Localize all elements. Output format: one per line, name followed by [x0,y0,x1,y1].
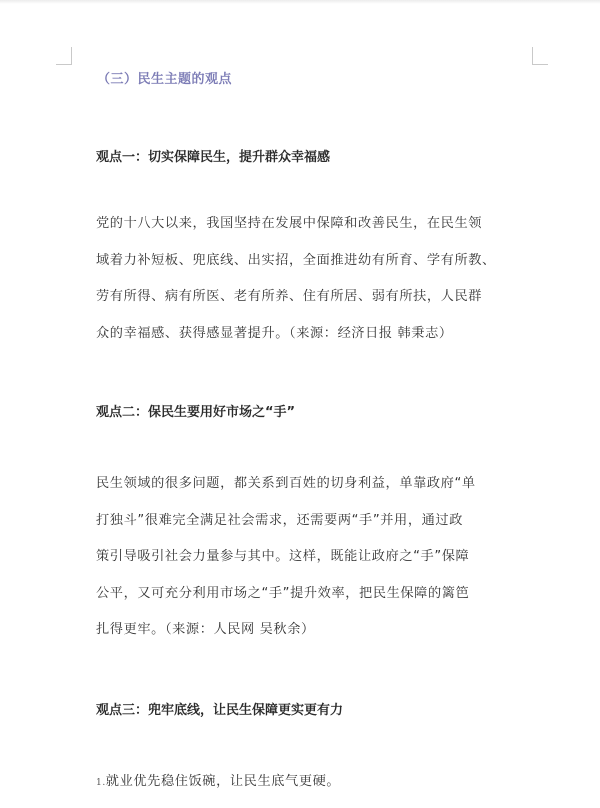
section-heading: （三）民生主题的观点 [97,72,233,87]
paragraph-line: 扎得更牢。（来源：人民网 吴秋余） [96,622,315,637]
page-top-edge [0,0,600,4]
paragraph-line: 劳有所得、病有所医、老有所养、住有所居、弱有所扶，人民群 [96,289,483,304]
paragraph-line: 打独斗”很难完全满足社会需求，还需要两“手”并用，通过政 [96,512,463,528]
margin-corner-mark-top-right [532,47,548,65]
paragraph-line: 域着力补短板、兜底线、出实招，全面推进幼有所育、学有所教、 [96,252,496,268]
paragraph-line: 策引导吸引社会力量参与其中。这样，既能让政府之“手”保障 [96,549,470,564]
list-item-text: 就业优先稳住饭碗，让民生底气更硬。 [105,774,341,789]
point-1-title: 观点一：切实保障民生，提升群众幸福感 [96,150,331,165]
numbered-list-item [96,770,340,789]
point-2-title: 观点二：保民生要用好市场之“手” [96,405,296,420]
paragraph-line: 党的十八大以来，我国坚持在发展中保障和改善民生，在民生领 [96,216,483,231]
paragraph-line: 民生领域的很多问题，都关系到百姓的切身利益，单靠政府“单 [96,476,476,491]
point-3-title: 观点三：兜牢底线，让民生保障更实更有力 [96,703,344,718]
margin-corner-mark-top-left [56,47,72,65]
paragraph-line: 众的幸福感、获得感显著提升。（来源：经济日报 韩秉志） [96,325,453,341]
point-2-paragraph [96,466,526,649]
list-number: 1. [96,778,106,788]
point-1-paragraph [96,206,526,352]
paragraph-line: 公平，又可充分利用市场之“手”提升效率，把民生保障的篱笆 [96,585,470,601]
